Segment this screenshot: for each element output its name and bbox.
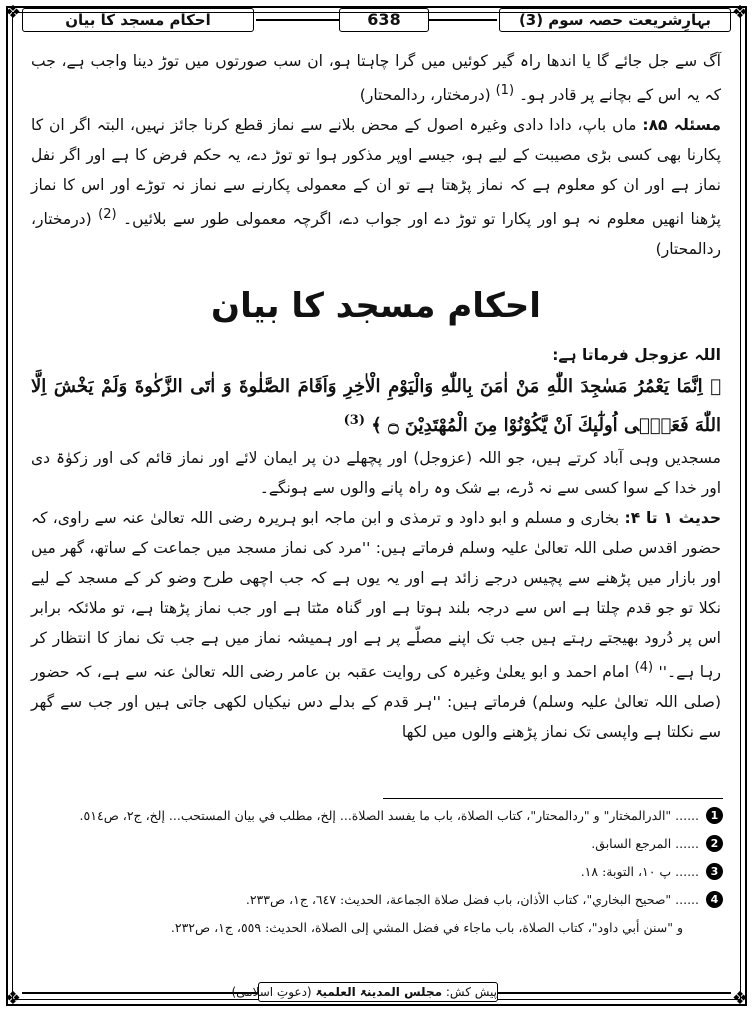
page-header: [22, 8, 731, 34]
section-heading: احکام مسجد کا بیان: [211, 286, 541, 327]
footnote-number: 1: [706, 807, 723, 824]
footnote-ref-1: (1): [495, 83, 515, 98]
hadith-label: حدیث ۱ تا ۴:: [624, 509, 722, 528]
footnote-divider: [383, 798, 723, 799]
intro-line: اللہ عزوجل فرماتا ہے:: [552, 346, 721, 365]
para1-text: آگ سے جل جائے گا یا اندھا راہ گیر کوئیں میں گرا چاہتا ہو، ان سب صورتوں میں توڑ دینا واجب ہے، جب کہ یہ اس کے بچانے پر قادر ہو۔: [31, 52, 721, 105]
chapter-title: احکام مسجد کا بیان: [22, 8, 254, 32]
footnote-4-continued: و "سنن أبي داود"، كتاب الصلاة، باب ماجاء في فضل المشي إلى الصلاة، الحديث: ٥٥٩، ج١، ص٢٣٢.: [170, 920, 683, 935]
publisher-affiliation: (دعوتِ اسلامی): [231, 985, 312, 999]
footnote-number: 2: [706, 835, 723, 852]
footnote-3: [33, 858, 723, 886]
footnote-number: 3: [706, 863, 723, 880]
publisher-box: [231, 982, 498, 1002]
book-title: بہارِشریعت حصہ سوم (3): [499, 8, 731, 32]
hadith-text-2: امام احمد و ابو یعلیٰ وغیرہ کی روایت عقبہ بن عامر رضی اللہ تعالیٰ عنہ سے ہے، کہ حضور (صلی اللہ تعالیٰ علیہ وسلم) فرماتے ہیں: ''ہر قدم کے بدلے دس نیکیاں لکھی جاتی ہیں اور جب سے گھر سے نکلتا ہے واپسی تک نماز پڑھنے والوں میں لکھا: [31, 663, 721, 742]
paragraph-1: [31, 46, 721, 110]
masala-label: مسئلہ ۸۵:: [642, 116, 721, 135]
footnote-2: [33, 830, 723, 858]
corner-ornament-top-right: ❖: [731, 2, 749, 23]
page-body: [31, 46, 721, 747]
header-rule-left: [256, 19, 339, 21]
masala-text: ماں باپ، دادا دادی وغیرہ اصول کے محض بلانے سے نماز قطع کرنا جائز نہیں، البتہ اگر ان کا پکارنا بھی کسی بڑی مصیبت کے لیے ہو، جیسے اوپر مذکور ہوا تو توڑ دے، یہ حکم فرض کا ہے اور اگر نفل نماز ہے اور ان کو معلوم ہے کہ نماز پڑھتا ہے تو ان کے معمولی پکارنے سے نماز نہ توڑے اور اس کا نماز پڑھنا انھیں معلوم نہ ہو اور پکارا تو توڑ دے اور جواب دے، اگرچہ معمولی طور سے بلائیں۔: [31, 116, 721, 229]
presenter-label: پیش کش:: [445, 985, 497, 999]
quran-text: ﴿ اِنَّمَا یَعْمُرُ مَسٰجِدَ اللّٰهِ مَنْ اٰمَنَ بِاللّٰهِ وَالْیَوْمِ الْاٰخِرِ وَاَقَامَ الصَّلٰوةَ وَ اٰتَى الزَّكٰوةَ وَلَمْ یَخْشَ اِلَّا اللّٰهَ فَعَسٰۤى اُولٰٓىٕكَ اَنْ یَّكُوْنُوْا مِنَ الْمُهْتَدِیْنَ ۝ ﴾: [31, 376, 721, 437]
footnote-1: [33, 802, 723, 830]
publisher-name: مجلس المدینۃ العلمیۃ: [315, 985, 443, 999]
quran-verse: [31, 370, 721, 443]
corner-ornament-bottom-right: ❖: [731, 988, 749, 1009]
corner-ornament-bottom-left: ❖: [4, 988, 22, 1009]
footnote-number: 4: [706, 891, 723, 908]
footnote-ref-3: (3): [343, 413, 365, 429]
footnote-ref-4: (4): [634, 660, 654, 676]
para1-source: (درمختار، ردالمحتار): [359, 86, 491, 105]
hadith-text: بخاری و مسلم و ابو داود و ترمذی و ابن ماجہ ابو ہریرہ رضی اللہ تعالیٰ عنہ سے راوی، کہ حضور اقدس صلی اللہ تعالیٰ علیہ وسلم فرماتے ہیں: ''مرد کی نماز مسجد میں جماعت کے ساتھ، گھر میں اور بازار میں پڑھنے سے پچیس درجے زائد ہے اور یہ یوں ہے کہ جب اچھی طرح وضو کر کے مسجد کے لیے نکلا تو جو قدم چلتا ہے اس سے درجہ بلند ہوتا ہے اور گناہ مٹتا ہے اور جب نماز پڑھتا ہے، تو ملائکہ برابر اس پر دُرود بھیجتے رہتے ہیں جب تک اپنے مصلّے پر ہے اور ہمیشہ نماز میں ہے جب تک نماز کا انتظار کر رہا ہے۔'': [31, 509, 721, 682]
footer-rule-left: [22, 992, 258, 994]
footnote-text: ...... المرجع السابق.: [591, 836, 699, 851]
footer-rule-right: [498, 992, 731, 994]
footnote-text: ...... "الدرالمختار" و "ردالمحتار"، كتاب الصلاة، باب ما يفسد الصلاة... إلخ، مطلب في بيان المستحب... إلخ، ج٢، ص٥١٤.: [79, 808, 699, 823]
footnote-4: [33, 886, 723, 914]
masala-source: (درمختار، ردالمحتار): [31, 210, 721, 259]
page-footer: [0, 982, 753, 1004]
hadith-1-4: [31, 503, 721, 747]
verse-translation: مسجدیں وہی آباد کرتے ہیں، جو اللہ (عزوجل) اور پچھلے دن پر ایمان لائے اور نماز قائم کی اور زکوٰۃ دی اور خدا کے سوا کسی سے نہ ڈرے، بے شک وہ راہ پانے والوں سے ہونگے۔: [31, 449, 721, 498]
footnote-ref-2: (2): [98, 207, 117, 223]
masala-85: [31, 110, 721, 264]
corner-ornament-top-left: ❖: [4, 2, 22, 23]
footnote-text: ...... "صحيح البخاري"، كتاب الأذان، باب فضل صلاة الجماعة، الحديث: ٦٤٧، ج١، ص٢٣٣.: [245, 892, 699, 907]
footnote-text: ...... پ ١٠، التوبة: ١٨.: [580, 864, 699, 879]
page-number: 638: [339, 8, 429, 32]
header-rule-right: [429, 19, 497, 21]
footnotes: [33, 802, 723, 942]
